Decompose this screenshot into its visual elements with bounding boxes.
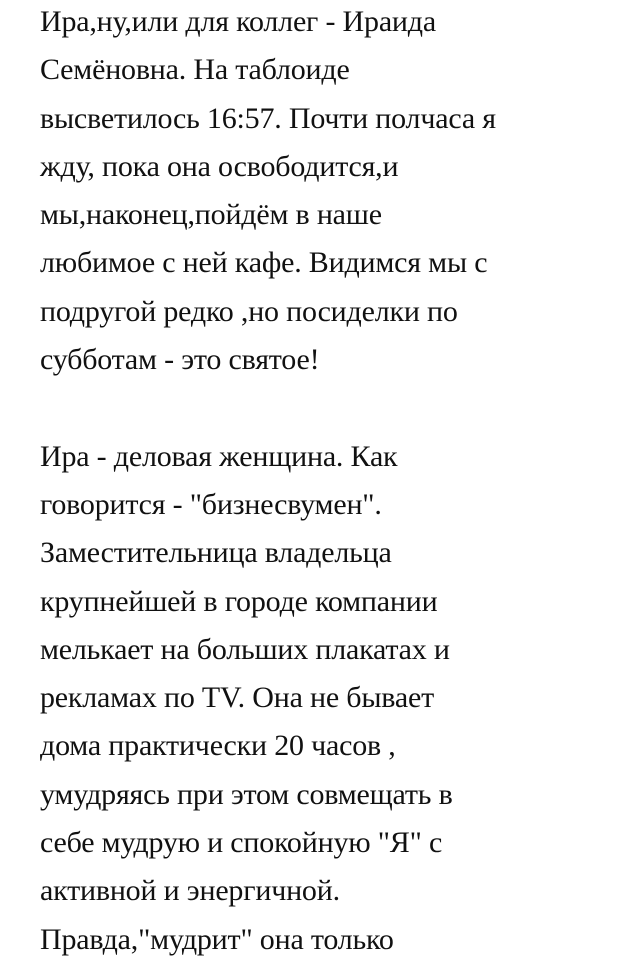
text-line: мы,наконец,пойдём в наше (40, 198, 382, 232)
text-line: любимое с ней кафе. Видимся мы с (40, 246, 488, 280)
text-line: Правда,"мудрит" она только (40, 922, 394, 956)
paragraph-spacer (40, 384, 620, 432)
text-line: себе мудрую и спокойную "Я" с (40, 826, 443, 860)
text-line: субботам - это святое! (40, 343, 320, 377)
text-line: дома практически 20 часов , (40, 729, 396, 763)
paragraph-1 (40, 0, 620, 384)
text-line: активной и энергичной. (40, 874, 340, 908)
article-body (40, 0, 620, 964)
text-line: Ира - деловая женщина. Как (40, 439, 398, 473)
text-line: Заместительница владельца (40, 536, 392, 570)
text-line: Семёновна. На таблоиде (40, 53, 350, 87)
text-line: умудряясь при этом совмещать в (40, 777, 453, 811)
text-line: говорится - "бизнесвумен". (40, 487, 382, 521)
text-line: Ира,ну,или для коллег - Ираида (40, 5, 436, 38)
text-line: подругой редко ,но посиделки по (40, 294, 458, 328)
text-line: жду, пока она освободится,и (40, 149, 399, 183)
paragraph-2 (40, 433, 620, 964)
text-line: крупнейшей в городе компании (40, 584, 438, 618)
text-line: мелькает на больших плакатах и (40, 632, 450, 666)
text-line: рекламах по TV. Она не бывает (40, 681, 434, 715)
text-line: высветилось 16:57. Почти полчаса я (40, 101, 496, 135)
